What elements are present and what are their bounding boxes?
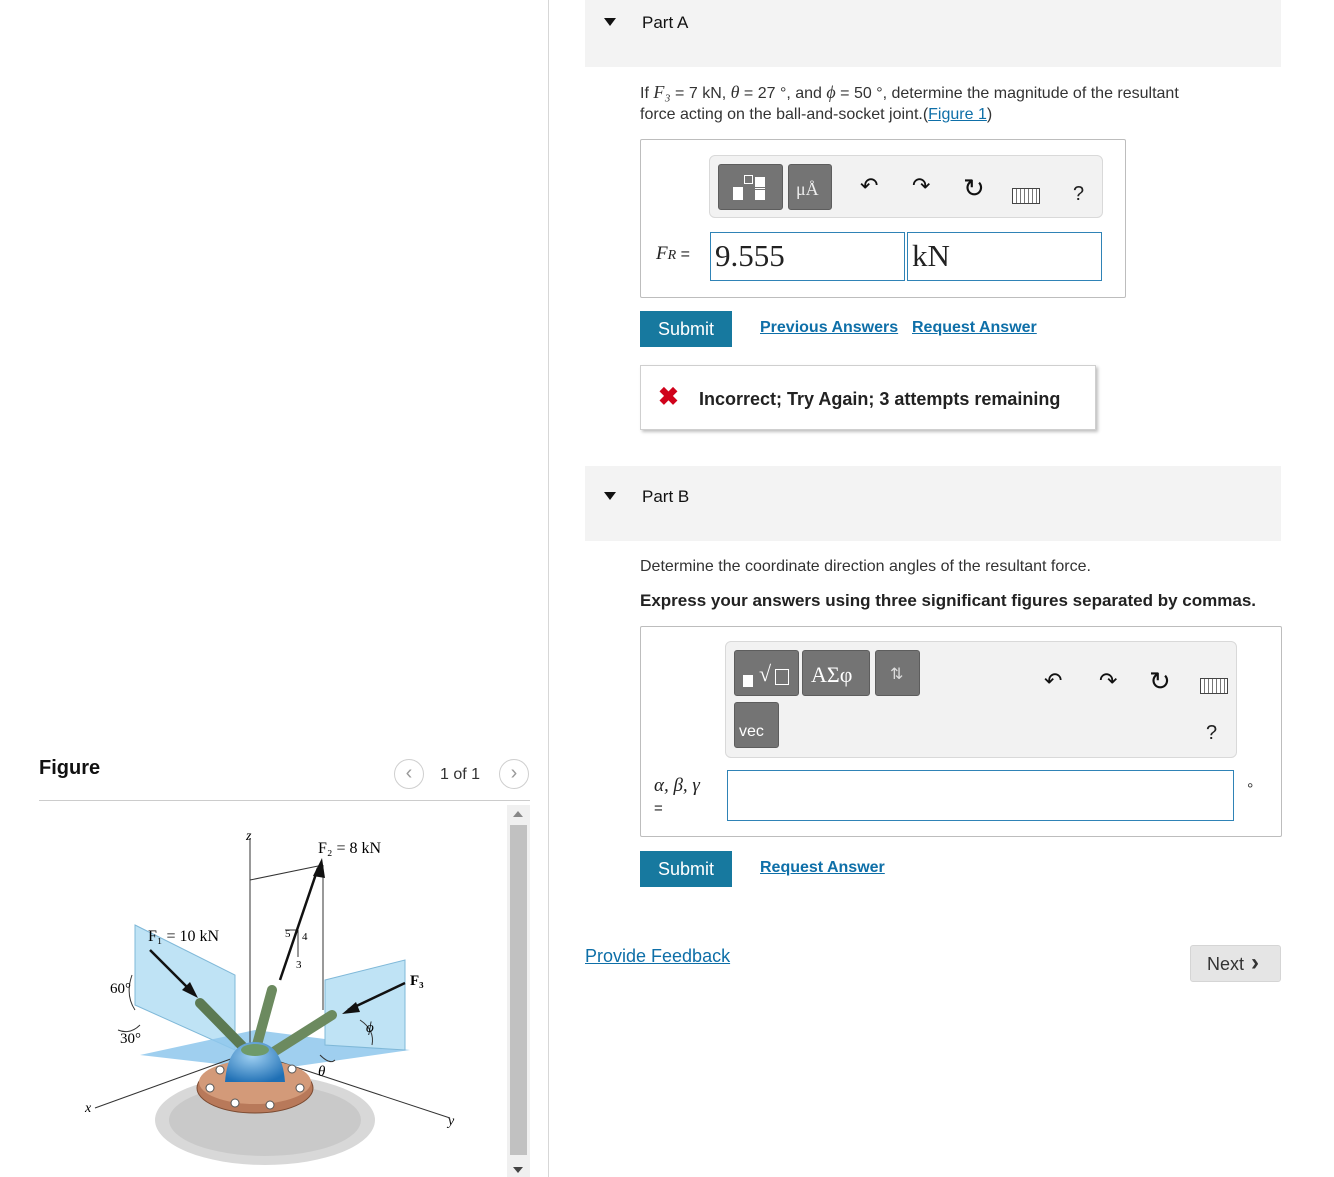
fr-value-input[interactable]: 9.555 (710, 232, 905, 281)
reset-icon[interactable]: ↻ (963, 173, 985, 203)
part-b-header[interactable] (585, 466, 1281, 541)
previous-answers-link[interactable]: Previous Answers (760, 319, 899, 336)
keyboard-icon[interactable] (1012, 188, 1040, 204)
incorrect-feedback (640, 365, 1096, 430)
question-text: force acting on the ball-and-socket joint.( (640, 106, 929, 123)
part-b-instruction: Express your answers using three significant figures separated by commas. (640, 591, 1256, 610)
label-y: y (448, 1114, 455, 1129)
label-x: x (85, 1101, 92, 1116)
label-f3: F₃ (410, 973, 424, 989)
fr-label (656, 243, 690, 265)
templates-icon (729, 173, 773, 201)
angles-variables: α, β, γ (654, 775, 700, 796)
provide-feedback-link[interactable]: Provide Feedback (585, 946, 731, 966)
vector-arrows-button[interactable] (875, 650, 920, 696)
arrows-icon: ⇅ (890, 666, 904, 683)
undo-icon[interactable]: ↶ (1044, 668, 1063, 693)
part-a-header[interactable] (585, 0, 1281, 67)
templates-button[interactable] (734, 650, 799, 696)
part-b-request-answer-link[interactable]: Request Answer (760, 859, 885, 876)
part-b-toolbar (725, 641, 1237, 758)
templates-button[interactable] (718, 164, 783, 210)
angles-input[interactable] (727, 770, 1234, 821)
part-a-title: Part A (642, 13, 689, 32)
undo-icon[interactable]: ↶ (860, 173, 879, 198)
greek-symbols-button[interactable] (802, 650, 870, 696)
part-b-answer-box (640, 626, 1282, 837)
degree-unit: ° (1247, 781, 1254, 798)
part-a-question (640, 82, 1270, 125)
figure-link[interactable]: Figure 1 (928, 106, 987, 123)
f3-variable: F₃ (653, 82, 671, 102)
keyboard-icon[interactable] (1200, 678, 1228, 694)
vec-button[interactable] (734, 702, 779, 748)
units-label: μÅ (796, 179, 819, 199)
vec-label: vec (739, 723, 764, 740)
figure-title: Figure (39, 757, 101, 779)
phi-variable: ϕ (826, 82, 836, 102)
label-4: 4 (302, 931, 308, 943)
redo-icon[interactable]: ↷ (1099, 668, 1118, 693)
figure-scrollbar[interactable] (507, 805, 530, 1177)
label-f2: F₂ = 8 kN (318, 840, 382, 857)
angles-equals: = (654, 800, 663, 817)
label-60: 60° (110, 981, 131, 997)
help-icon[interactable]: ? (1206, 722, 1218, 744)
next-button[interactable] (1190, 945, 1281, 982)
part-b-question: Determine the coordinate direction angles of the resultant force. (640, 558, 1091, 575)
chevron-left-icon: ‹ (405, 762, 413, 784)
scroll-up-arrow-icon[interactable] (513, 811, 523, 817)
greek-label: ΑΣφ (811, 662, 853, 687)
part-a-submit-button[interactable]: Submit (640, 311, 732, 347)
label-phi: ϕ (366, 1020, 374, 1036)
figure-next-button[interactable] (499, 759, 529, 789)
next-label: Next (1207, 954, 1245, 974)
figure-prev-button[interactable] (394, 759, 424, 789)
part-a-toolbar (709, 155, 1103, 218)
fr-subscript: R (667, 248, 677, 263)
scrollbar-thumb[interactable] (510, 825, 527, 1155)
part-a-request-answer-link[interactable]: Request Answer (912, 319, 1037, 336)
label-theta: θ (318, 1064, 326, 1080)
question-text: = 27 °, and (739, 85, 827, 102)
ball-and-socket-figure (80, 820, 500, 1177)
label-z: z (246, 829, 252, 844)
angles-label (654, 775, 724, 819)
fr-unit-input[interactable]: kN (907, 232, 1102, 281)
theta-variable: θ (730, 82, 740, 102)
part-b-submit-button[interactable]: Submit (640, 851, 732, 887)
fr-variable: F (656, 243, 668, 264)
scroll-down-arrow-icon[interactable] (513, 1167, 523, 1173)
feedback-text: Incorrect; Try Again; 3 attempts remaining (699, 389, 1061, 409)
templates-icon: √ (741, 659, 793, 687)
chevron-right-icon: › (510, 762, 518, 784)
label-f1: F₁ = 10 kN (148, 928, 220, 945)
collapse-caret-icon[interactable] (604, 492, 616, 500)
question-text: ) (986, 106, 993, 123)
question-text: If (640, 85, 654, 102)
figure-pager: 1 of 1 (440, 766, 481, 783)
part-a-answer-box (640, 139, 1126, 298)
chevron-right-icon: › (1251, 949, 1259, 976)
figure-separator (39, 800, 530, 801)
panel-divider (548, 0, 549, 1177)
units-button[interactable] (788, 164, 832, 210)
x-mark-icon: ✖ (658, 383, 679, 411)
label-30: 30° (120, 1031, 141, 1047)
label-3: 3 (296, 959, 302, 971)
part-b-title: Part B (642, 487, 690, 506)
question-text: = 50 °, determine the magnitude of the resultant (835, 85, 1179, 102)
reset-icon[interactable]: ↻ (1149, 666, 1171, 696)
label-5: 5 (285, 928, 291, 940)
fr-equals: = (676, 246, 690, 263)
collapse-caret-icon[interactable] (604, 18, 616, 26)
redo-icon[interactable]: ↷ (912, 173, 931, 198)
question-text: = 7 kN, (670, 85, 731, 102)
help-icon[interactable]: ? (1073, 183, 1085, 205)
